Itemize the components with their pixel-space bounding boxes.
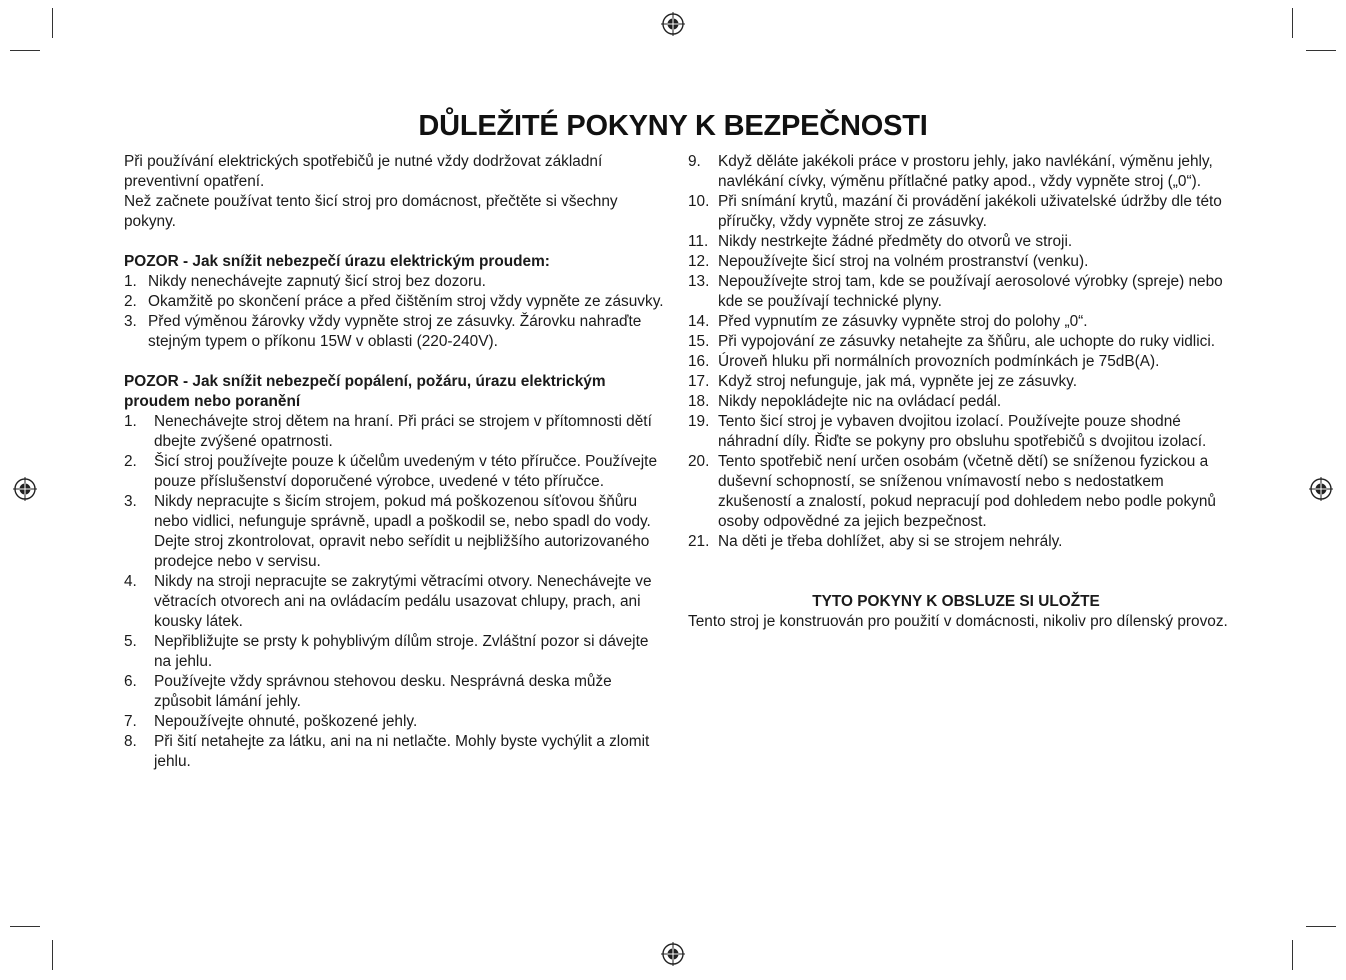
- list-item-text: Nikdy nepokládejte nic na ovládací pedál.: [718, 393, 1002, 410]
- list-item-text: Šicí stroj používejte pouze k účelům uvedeným v této příručce. Používejte pouze příslušenství doporučené výrobce, uvedené v této příručce.: [154, 453, 658, 490]
- list-item-text: Když děláte jakékoli práce v prostoru jehly, jako navlékání, výměnu jehly, navlékání cívky, výměnu přítlačné patky apod., vždy vypněte stroj („0“).: [718, 153, 1213, 190]
- list-item-text: Při snímání krytů, mazání či provádění jakékoli uživatelské údržby dle této příručky, vždy vypněte stroj ze zásuvky.: [718, 193, 1222, 230]
- save-instructions-heading: TYTO POKYNY K OBSLUZE SI ULOŽTE: [812, 593, 1100, 610]
- list-item-number: 21.: [688, 533, 710, 550]
- list-item-number: 4.: [124, 573, 137, 590]
- crop-mark: [1306, 926, 1336, 927]
- list-item: [688, 372, 1228, 392]
- save-instructions-text: Tento stroj je konstruován pro použití v domácnosti, nikoliv pro dílenský provoz.: [688, 613, 1228, 630]
- registration-mark-icon: [661, 12, 685, 36]
- list-item-number: 13.: [688, 273, 710, 290]
- list-item: [688, 532, 1228, 552]
- list-item-number: 6.: [124, 673, 137, 690]
- list-item: [124, 272, 664, 292]
- list-item-text: Nikdy na stroji nepracujte se zakrytými větracími otvory. Nenechávejte ve větracích otvorech ani na ovládacím pedálu usazovat chlupy, prach, ani kousky látek.: [154, 573, 652, 630]
- list-item-number: 2.: [124, 453, 137, 470]
- right-column: [688, 152, 1228, 632]
- list-item-text: Nikdy nenechávejte zapnutý šicí stroj bez dozoru.: [148, 273, 486, 290]
- crop-mark: [52, 8, 53, 38]
- list-item-text: Tento šicí stroj je vybaven dvojitou izolací. Používejte pouze shodné náhradní díly. Řiďte se pokyny pro obsluhu spotřebičů s dvojitou izolací.: [718, 413, 1207, 450]
- list-item: [124, 672, 664, 712]
- registration-mark-icon: [13, 477, 37, 501]
- list-item-number: 1.: [124, 273, 137, 290]
- list-item: [124, 412, 664, 452]
- list-item-number: 14.: [688, 313, 710, 330]
- list-item-number: 16.: [688, 353, 710, 370]
- list-item: [688, 392, 1228, 412]
- list-item: [688, 252, 1228, 272]
- crop-mark: [52, 940, 53, 970]
- list-item: [688, 332, 1228, 352]
- list-item: [688, 152, 1228, 192]
- crop-mark: [10, 926, 40, 927]
- list-item-number: 20.: [688, 453, 710, 470]
- section-heading: POZOR - Jak snížit nebezpečí popálení, požáru, úrazu elektrickým proudem nebo poranění: [124, 373, 606, 410]
- safety-list-continued: [688, 152, 1228, 552]
- crop-mark: [1292, 8, 1293, 38]
- list-item-text: Úroveň hluku při normálních provozních podmínkách je 75dB(A).: [718, 353, 1160, 370]
- safety-list-electric: [124, 272, 664, 352]
- list-item-text: Okamžitě po skončení práce a před čištěním stroj vždy vypněte ze zásuvky.: [148, 293, 664, 310]
- list-item-text: Nenechávejte stroj dětem na hraní. Při práci se strojem v přítomnosti dětí dbejte zvýšené opatrnosti.: [154, 413, 652, 450]
- safety-list-general: [124, 412, 664, 772]
- list-item: [688, 312, 1228, 332]
- list-item-number: 8.: [124, 733, 137, 750]
- list-item-number: 5.: [124, 633, 137, 650]
- registration-mark-icon: [661, 942, 685, 966]
- list-item: [688, 452, 1228, 532]
- list-item-number: 11.: [688, 233, 709, 250]
- registration-mark-icon: [1309, 477, 1333, 501]
- list-item: [124, 732, 664, 772]
- list-item-text: Používejte vždy správnou stehovou desku. Nesprávná deska může způsobit lámání jehly.: [154, 673, 612, 710]
- list-item: [124, 312, 664, 352]
- intro-paragraph: Než začnete používat tento šicí stroj pro domácnost, přečtěte si všechny pokyny.: [124, 193, 618, 230]
- crop-mark: [1306, 50, 1336, 51]
- list-item-number: 3.: [124, 313, 137, 330]
- list-item-text: Tento spotřebič není určen osobám (včetně dětí) se sníženou fyzickou a duševní schopností, se sníženou vnímavostí nebo s nedostatkem zkušeností a znalostí, pokud nepracují pod dohledem nebo podle pokynů osoby odpovědné za jejich bezpečnost.: [718, 453, 1216, 530]
- list-item-text: Nikdy nepracujte s šicím strojem, pokud má poškozenou síťovou šňůru nebo vidlici, nefunguje správně, upadl a poškodil se, nebo spadl do vody. Dejte stroj zkontrolovat, opravit nebo seřídit u nejbližšího autorizovaného prodejce nebo v servisu.: [154, 493, 651, 570]
- list-item-text: Nepřibližujte se prsty k pohyblivým dílům stroje. Zvláštní pozor si dávejte na jehlu.: [154, 633, 649, 670]
- list-item-text: Před výměnou žárovky vždy vypněte stroj ze zásuvky. Žárovku nahraďte stejným typem o příkonu 15W v oblasti (220-240V).: [148, 313, 642, 350]
- list-item-number: 3.: [124, 493, 137, 510]
- list-item: [688, 192, 1228, 232]
- list-item: [688, 232, 1228, 252]
- list-item-text: Nikdy nestrkejte žádné předměty do otvorů ve stroji.: [718, 233, 1073, 250]
- list-item: [688, 272, 1228, 312]
- list-item-number: 1.: [124, 413, 137, 430]
- left-column: [124, 152, 664, 772]
- list-item-text: Nepoužívejte stroj tam, kde se používají aerosolové výrobky (spreje) nebo kde se používají technické plyny.: [718, 273, 1223, 310]
- list-item: [124, 712, 664, 732]
- list-item-number: 9.: [688, 153, 701, 170]
- list-item-number: 15.: [688, 333, 710, 350]
- crop-mark: [1292, 940, 1293, 970]
- list-item-number: 17.: [688, 373, 710, 390]
- list-item-text: Před vypnutím ze zásuvky vypněte stroj do polohy „0“.: [718, 313, 1088, 330]
- list-item: [124, 452, 664, 492]
- list-item-text: Při vypojování ze zásuvky netahejte za šňůru, ale uchopte do ruky vidlici.: [718, 333, 1216, 350]
- page-title: DŮLEŽITÉ POKYNY K BEZPEČNOSTI: [418, 110, 928, 142]
- list-item-number: 10.: [688, 193, 710, 210]
- list-item: [124, 292, 664, 312]
- list-item-number: 7.: [124, 713, 137, 730]
- list-item: [124, 632, 664, 672]
- list-item: [124, 572, 664, 632]
- list-item-number: 18.: [688, 393, 710, 410]
- list-item-text: Nepoužívejte ohnuté, poškozené jehly.: [154, 713, 418, 730]
- list-item-text: Nepoužívejte šicí stroj na volném prostranství (venku).: [718, 253, 1089, 270]
- section-heading: POZOR - Jak snížit nebezpečí úrazu elektrickým proudem:: [124, 253, 550, 270]
- list-item: [688, 412, 1228, 452]
- list-item-number: 19.: [688, 413, 710, 430]
- list-item-text: Na děti je třeba dohlížet, aby si se strojem nehrály.: [718, 533, 1063, 550]
- list-item: [124, 492, 664, 572]
- list-item: [688, 352, 1228, 372]
- crop-mark: [10, 50, 40, 51]
- list-item-text: Když stroj nefunguje, jak má, vypněte jej ze zásuvky.: [718, 373, 1078, 390]
- list-item-text: Při šití netahejte za látku, ani na ni netlačte. Mohly byste vychýlit a zlomit jehlu.: [154, 733, 650, 770]
- list-item-number: 2.: [124, 293, 137, 310]
- intro-paragraph: Při používání elektrických spotřebičů je nutné vždy dodržovat základní preventivní opatření.: [124, 153, 603, 190]
- list-item-number: 12.: [688, 253, 710, 270]
